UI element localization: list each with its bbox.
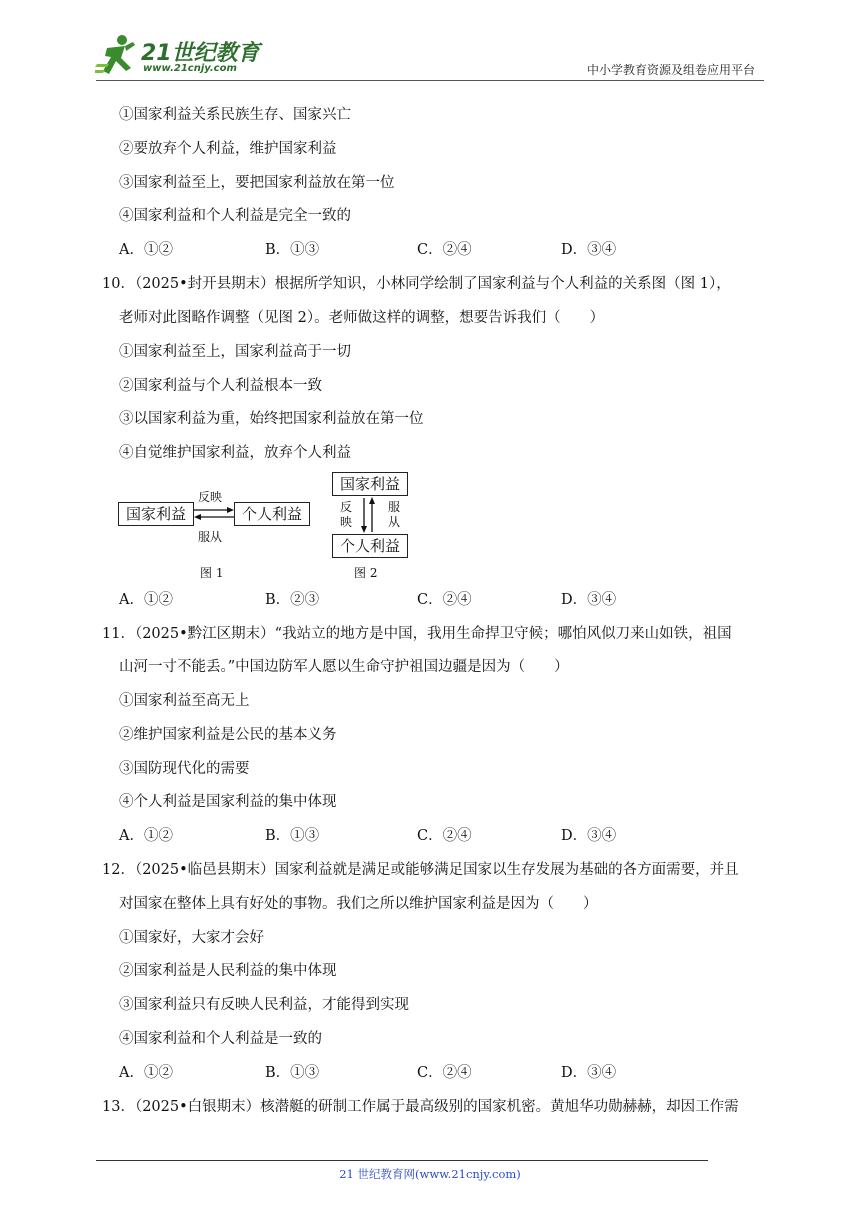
q12-option-c[interactable]: C．②④ xyxy=(417,1065,472,1081)
page-header xyxy=(0,0,860,80)
q10-option-c[interactable]: C．②④ xyxy=(417,592,472,608)
q11-item-2: ②维护国家利益是公民的基本义务 xyxy=(119,727,337,743)
q10-item-2: ②国家利益与个人利益根本一致 xyxy=(119,378,322,394)
fig2-national-interest-box: 国家利益 xyxy=(332,472,408,496)
logo-url: www.21cnjy.com xyxy=(143,63,237,74)
q10-item-1: ①国家利益至上，国家利益高于一切 xyxy=(119,344,351,360)
q11-option-a[interactable]: A．①② xyxy=(119,828,173,844)
q12-item-1: ①国家好，大家才会好 xyxy=(119,930,264,946)
q10-option-b[interactable]: B．②③ xyxy=(265,592,320,608)
q11-stem-line-2: 山河一寸不能丢。”中国边防军人愿以生命守护祖国边疆是因为（ ） xyxy=(119,659,569,675)
runner-logo-icon xyxy=(95,34,139,76)
q11-stem-line-1: 11．（2025•黔江区期末）“我站立的地方是中国，我用生命捍卫守候；哪怕风似刀来山如铁，祖国 xyxy=(102,626,732,642)
q13-stem-line-1: 13．（2025•白银期末）核潜艇的研制工作属于最高级别的国家机密。黄旭华功勋赫赫，却因工作需 xyxy=(102,1099,739,1115)
q9-item-1: ①国家利益关系民族生存、国家兴亡 xyxy=(119,107,351,123)
q9-item-2: ②要放弃个人利益，维护国家利益 xyxy=(119,141,337,157)
figure-1-caption: 图 1 xyxy=(200,566,224,580)
header-platform-text: 中小学教育资源及组卷应用平台 xyxy=(586,63,755,77)
q9-option-b[interactable]: B．①③ xyxy=(265,242,320,258)
q10-item-3: ③以国家利益为重，始终把国家利益放在第一位 xyxy=(119,411,424,427)
fig2-arrows-icon xyxy=(354,496,384,534)
q11-option-c[interactable]: C．②④ xyxy=(417,828,472,844)
q12-option-b[interactable]: B．①③ xyxy=(265,1065,320,1081)
fig2-reflect-char-2: 映 xyxy=(340,515,353,529)
q9-item-3: ③国家利益至上，要把国家利益放在第一位 xyxy=(119,175,395,191)
q9-options xyxy=(119,240,719,260)
q11-option-b[interactable]: B．①③ xyxy=(265,828,320,844)
q12-option-a[interactable]: A．①② xyxy=(119,1065,173,1081)
fig1-reflect-label: 反映 xyxy=(198,490,223,504)
footer-link[interactable]: 21 世纪教育网(www.21cnjy.com) xyxy=(339,1167,521,1181)
q11-options xyxy=(119,826,719,846)
site-logo xyxy=(95,32,265,78)
fig1-national-interest-box: 国家利益 xyxy=(118,502,194,526)
q11-item-3: ③国防现代化的需要 xyxy=(119,761,250,777)
q10-item-4: ④自觉维护国家利益，放弃个人利益 xyxy=(119,445,351,461)
fig2-reflect-char-1: 反 xyxy=(340,500,353,514)
q11-option-d[interactable]: D．③④ xyxy=(561,828,617,844)
q12-option-d[interactable]: D．③④ xyxy=(561,1065,617,1081)
fig2-personal-interest-box: 个人利益 xyxy=(332,534,408,558)
fig1-obey-label: 服从 xyxy=(198,530,223,544)
q12-item-4: ④国家利益和个人利益是一致的 xyxy=(119,1031,322,1047)
q10-options xyxy=(119,590,719,610)
q12-options xyxy=(119,1063,719,1083)
q9-item-4: ④国家利益和个人利益是完全一致的 xyxy=(119,208,351,224)
fig1-arrows-icon xyxy=(192,502,236,526)
q10-option-a[interactable]: A．①② xyxy=(119,592,173,608)
figure-2-caption: 图 2 xyxy=(354,566,378,580)
q9-option-a[interactable]: A．①② xyxy=(119,242,173,258)
q9-option-d[interactable]: D．③④ xyxy=(561,242,617,258)
header-divider xyxy=(96,80,764,81)
q10-option-d[interactable]: D．③④ xyxy=(561,592,617,608)
q9-option-c[interactable]: C．②④ xyxy=(417,242,472,258)
q11-item-4: ④个人利益是国家利益的集中体现 xyxy=(119,794,337,810)
q10-stem-line-1: 10．（2025•封开县期末）根据所学知识，小林同学绘制了国家利益与个人利益的关系图（图 1）， xyxy=(102,276,731,292)
q12-stem-line-2: 对国家在整体上具有好处的事物。我们之所以维护国家利益是因为（ ） xyxy=(119,896,598,912)
q12-item-3: ③国家利益只有反映人民利益，才能得到实现 xyxy=(119,997,409,1013)
q12-item-2: ②国家利益是人民利益的集中体现 xyxy=(119,963,337,979)
fig1-personal-interest-box: 个人利益 xyxy=(234,502,310,526)
fig2-obey-char-2: 从 xyxy=(388,515,401,529)
q10-relationship-figure xyxy=(118,472,418,584)
fig2-obey-char-1: 服 xyxy=(388,500,401,514)
q12-stem-line-1: 12．（2025•临邑县期末）国家利益就是满足或能够满足国家以生存发展为基础的各方面需要，并且 xyxy=(102,862,739,878)
q11-item-1: ①国家利益至高无上 xyxy=(119,693,250,709)
logo-text: 21世纪教育 xyxy=(141,41,260,66)
q10-stem-line-2: 老师对此图略作调整（见图 2）。老师做这样的调整，想要告诉我们（ ） xyxy=(119,310,605,326)
footer-divider xyxy=(96,1160,708,1161)
